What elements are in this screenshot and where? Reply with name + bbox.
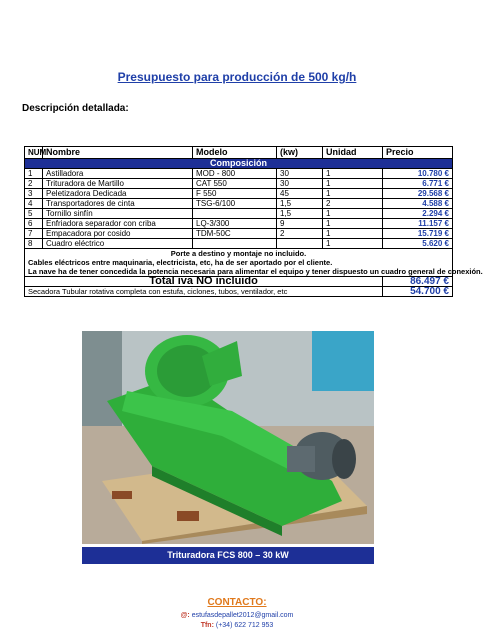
machine-photo xyxy=(82,331,374,544)
row-kw: 1,5 xyxy=(277,199,323,209)
row-name: Astilladora xyxy=(43,169,193,179)
row-price: 2.294 € xyxy=(383,209,453,219)
photo-caption: Trituradora FCS 800 – 30 kW xyxy=(82,547,374,564)
row-unit: 1 xyxy=(323,209,383,219)
row-model: TDM-50C xyxy=(193,229,277,239)
row-unit: 1 xyxy=(323,239,383,249)
row-unit: 1 xyxy=(323,219,383,229)
section-subtitle: Descripción detallada: xyxy=(22,103,129,114)
total-row xyxy=(25,277,453,287)
table-row xyxy=(25,219,453,229)
contact-title: CONTACTO: xyxy=(207,597,267,608)
header-name: Nombre xyxy=(43,147,193,159)
row-name: Tornillo sinfín xyxy=(43,209,193,219)
row-kw xyxy=(277,239,323,249)
row-kw: 30 xyxy=(277,169,323,179)
header-num: NUM xyxy=(25,147,43,159)
row-price: 11.157 € xyxy=(383,219,453,229)
row-kw: 9 xyxy=(277,219,323,229)
row-model xyxy=(193,239,277,249)
row-kw: 45 xyxy=(277,189,323,199)
extra-row xyxy=(25,287,453,297)
table-row xyxy=(25,199,453,209)
row-num: 4 xyxy=(25,199,43,209)
row-unit: 2 xyxy=(323,199,383,209)
notes-row xyxy=(25,249,453,277)
section-label: Composición xyxy=(25,159,453,169)
row-model: F 550 xyxy=(193,189,277,199)
total-price: 86.497 € xyxy=(383,277,453,287)
row-unit: 1 xyxy=(323,189,383,199)
row-name: Enfriadora separador con criba xyxy=(43,219,193,229)
note-line-3: La nave ha de tener concedida la potencia necesaria para alimentar el equipo y tener dispuesto un cuadro general de conexión. xyxy=(28,267,483,276)
header-price: Precio xyxy=(383,147,453,159)
row-model: TSG-6/100 xyxy=(193,199,277,209)
total-label: Total iva NO incluido xyxy=(25,277,383,287)
phone-number[interactable]: (+34) 622 712 953 xyxy=(215,622,274,629)
table-row xyxy=(25,209,453,219)
row-kw: 30 xyxy=(277,179,323,189)
row-model xyxy=(193,209,277,219)
phone-label: Tfn: xyxy=(200,622,214,629)
row-price: 29.568 € xyxy=(383,189,453,199)
row-price: 5.620 € xyxy=(383,239,453,249)
table-row xyxy=(25,179,453,189)
row-name: Empacadora por cosido xyxy=(43,229,193,239)
row-num: 7 xyxy=(25,229,43,239)
header-model: Modelo xyxy=(193,147,277,159)
row-price: 4.588 € xyxy=(383,199,453,209)
note-line-1: Porte a destino y montaje no incluido. xyxy=(170,249,307,258)
page-title: Presupuesto para producción de 500 kg/h xyxy=(117,70,357,84)
table-row xyxy=(25,169,453,179)
row-num: 5 xyxy=(25,209,43,219)
table-row xyxy=(25,239,453,249)
row-name: Trituradora de Martillo xyxy=(43,179,193,189)
budget-table xyxy=(24,146,483,297)
row-model: MOD - 800 xyxy=(193,169,277,179)
header-unit: Unidad xyxy=(323,147,383,159)
row-num: 6 xyxy=(25,219,43,229)
row-model: CAT 550 xyxy=(193,179,277,189)
row-unit: 1 xyxy=(323,229,383,239)
row-name: Cuadro eléctrico xyxy=(43,239,193,249)
notes-cell xyxy=(25,249,483,277)
wood-chipper-illustration xyxy=(82,331,374,544)
section-row xyxy=(25,159,453,169)
row-kw: 1,5 xyxy=(277,209,323,219)
row-unit: 1 xyxy=(323,179,383,189)
row-num: 8 xyxy=(25,239,43,249)
contact-email-line xyxy=(0,612,474,619)
header-kw: (kw) xyxy=(277,147,323,159)
note-line-2: Cables eléctricos entre maquinaria, electricista, etc, ha de ser aportado por el cliente. xyxy=(28,258,333,267)
row-price: 10.780 € xyxy=(383,169,453,179)
email-link[interactable]: estufasdepallet2012@gmail.com xyxy=(191,612,294,619)
table-header-row xyxy=(25,147,453,159)
row-kw: 2 xyxy=(277,229,323,239)
row-num: 3 xyxy=(25,189,43,199)
row-name: Transportadores de cinta xyxy=(43,199,193,209)
table-row xyxy=(25,189,453,199)
email-label: @: xyxy=(180,612,190,619)
table-row xyxy=(25,229,453,239)
row-price: 6.771 € xyxy=(383,179,453,189)
row-price: 15.719 € xyxy=(383,229,453,239)
row-num: 2 xyxy=(25,179,43,189)
row-num: 1 xyxy=(25,169,43,179)
row-unit: 1 xyxy=(323,169,383,179)
row-name: Peletizadora Dedicada xyxy=(43,189,193,199)
row-model: LQ-3/300 xyxy=(193,219,277,229)
extra-price: 54.700 € xyxy=(383,287,453,297)
contact-phone-line xyxy=(0,622,474,629)
extra-label: Secadora Tubular rotativa completa con estufa, ciclones, tubos, ventilador, etc xyxy=(25,287,383,297)
item-rows xyxy=(25,169,453,249)
